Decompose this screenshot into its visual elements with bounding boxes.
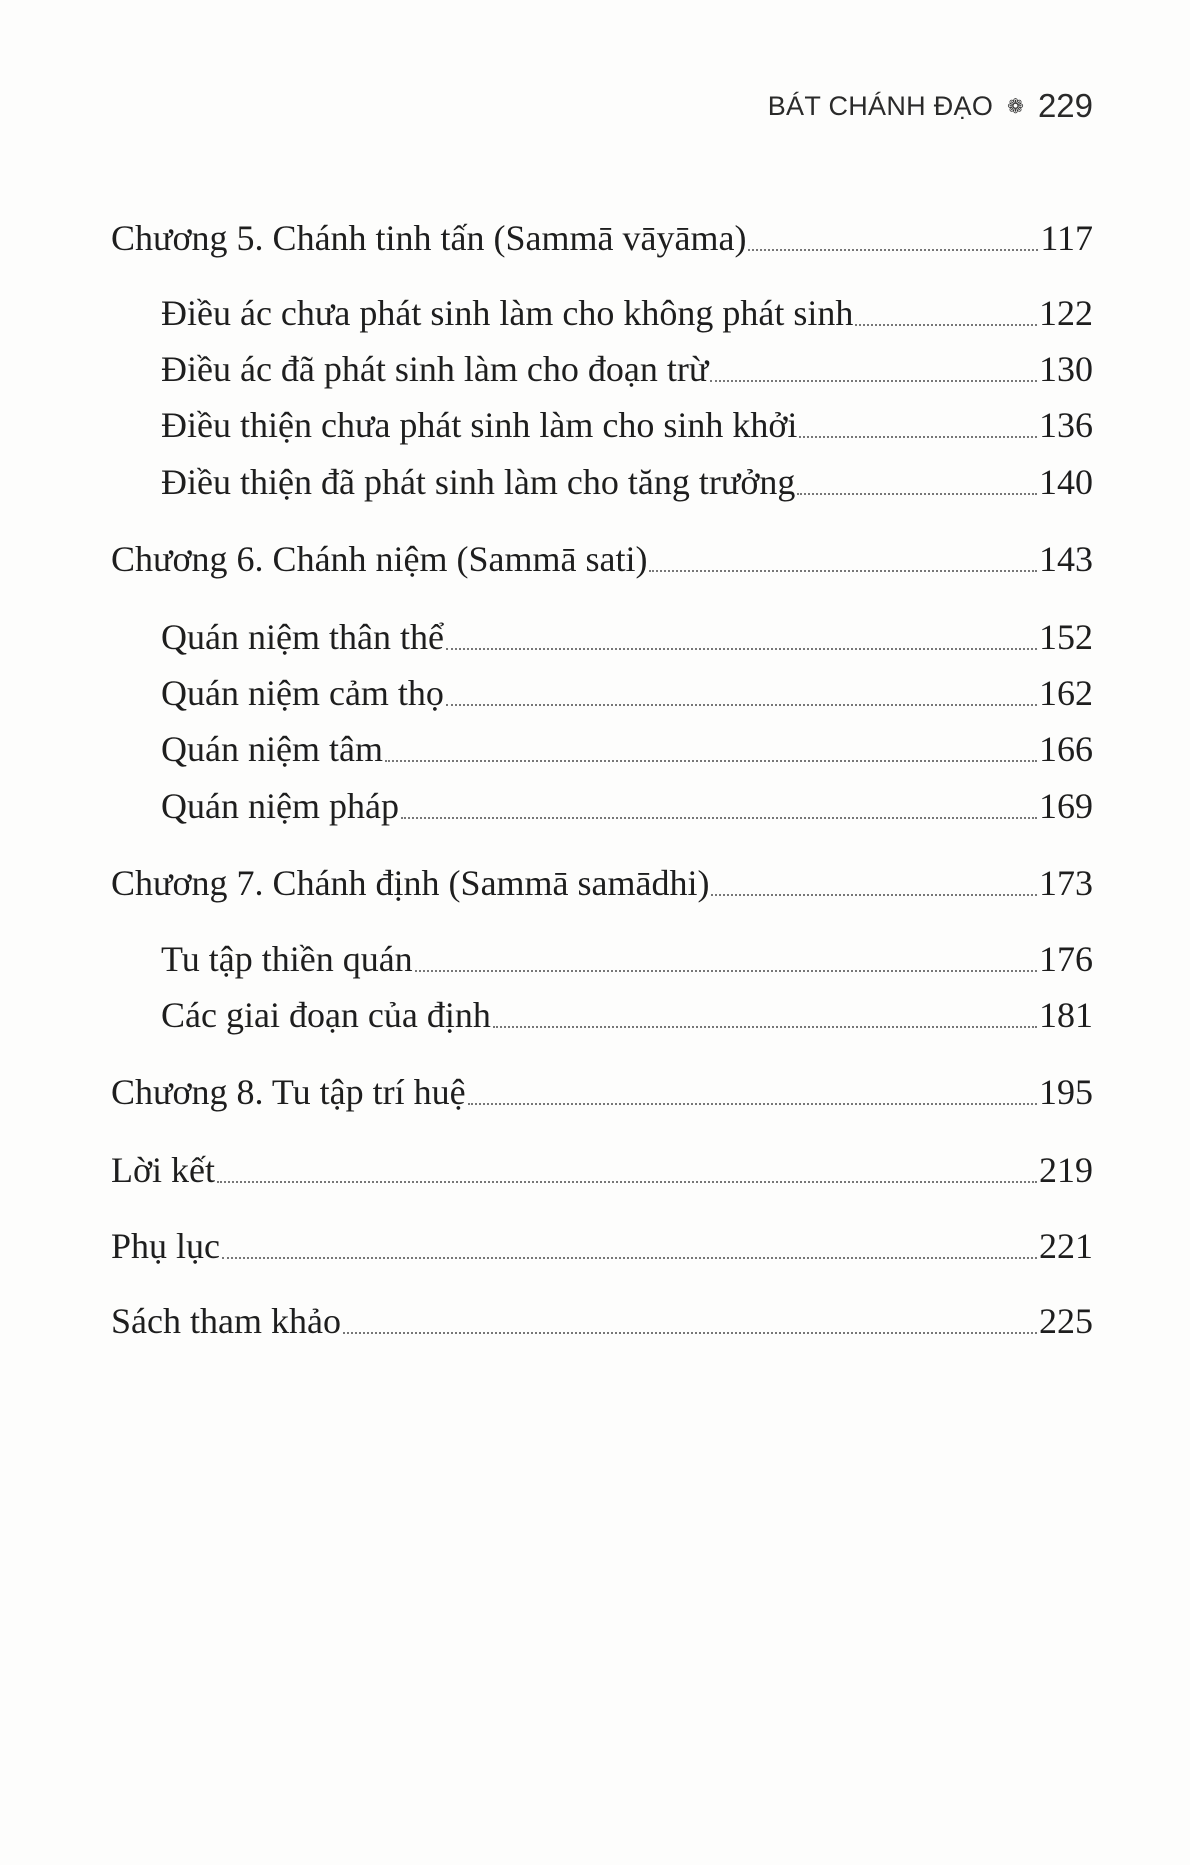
- dot-leader: [446, 648, 1037, 650]
- dot-leader: [493, 1026, 1037, 1028]
- toc-entry-page: 143: [1039, 539, 1093, 579]
- toc-entry[interactable]: [161, 670, 1093, 716]
- toc-entry-title: Quán niệm thân thể: [161, 617, 444, 657]
- dot-leader: [799, 436, 1037, 438]
- toc-entry-page: 221: [1039, 1226, 1093, 1266]
- toc-entry-title: Chương 7. Chánh định (Sammā samādhi): [111, 863, 710, 903]
- toc-entry-title: Lời kết: [111, 1150, 216, 1190]
- running-header: [768, 84, 1093, 128]
- toc-entry-page: 169: [1039, 786, 1093, 826]
- toc-entry-page: 152: [1039, 617, 1093, 657]
- toc-entry-title: Quán niệm tâm: [161, 729, 383, 769]
- toc-entry[interactable]: [161, 459, 1093, 505]
- toc-entry-title: Chương 8. Tu tập trí huệ: [111, 1072, 466, 1112]
- toc-entry-page: 130: [1039, 349, 1093, 389]
- toc-entry-page: 176: [1039, 939, 1093, 979]
- toc-entry[interactable]: [111, 215, 1093, 261]
- toc-entry-title: Quán niệm cảm thọ: [161, 673, 444, 713]
- toc-entry-page: 122: [1039, 293, 1093, 333]
- dot-leader: [855, 324, 1037, 326]
- toc-entry-title: Điều thiện chưa phát sinh làm cho sinh khởi: [161, 405, 798, 445]
- toc-entry-title: Tu tập thiền quán: [161, 939, 413, 979]
- dot-leader: [710, 380, 1037, 382]
- flower-ornament-icon: ❁: [1007, 95, 1024, 118]
- toc-entry-title: Điều ác chưa phát sinh làm cho không phát sinh: [161, 293, 854, 333]
- dot-leader: [649, 570, 1037, 572]
- dot-leader: [415, 970, 1037, 972]
- toc-entry-title: Chương 5. Chánh tinh tấn (Sammā vāyāma): [111, 218, 747, 258]
- toc-entry-title: Sách tham khảo: [111, 1301, 341, 1341]
- book-title: BÁT CHÁNH ĐẠO: [767, 90, 994, 121]
- toc-entry-title: Chương 6. Chánh niệm (Sammā sati): [111, 539, 648, 579]
- toc-entry-page: 166: [1039, 729, 1093, 769]
- toc-entry[interactable]: [161, 783, 1093, 829]
- toc-entry[interactable]: [111, 1298, 1093, 1344]
- toc-entry[interactable]: [111, 1069, 1093, 1115]
- toc-entry-page: 117: [1040, 218, 1093, 258]
- toc-entry[interactable]: [161, 992, 1093, 1038]
- toc-entry-title: Quán niệm pháp: [161, 786, 399, 826]
- toc-entry[interactable]: [161, 936, 1093, 982]
- dot-leader: [222, 1257, 1037, 1259]
- toc-entry[interactable]: [111, 536, 1093, 582]
- toc-entry-title: Các giai đoạn của định: [161, 995, 491, 1035]
- dot-leader: [748, 249, 1038, 251]
- toc-entry-page: 140: [1039, 462, 1093, 502]
- toc-entry[interactable]: [161, 614, 1093, 660]
- dot-leader: [797, 493, 1037, 495]
- toc-entry[interactable]: [161, 346, 1093, 392]
- dot-leader: [343, 1332, 1037, 1334]
- dot-leader: [446, 704, 1037, 706]
- toc-entry[interactable]: [161, 402, 1093, 448]
- toc-entry-title: Phụ lục: [111, 1226, 221, 1266]
- dot-leader: [401, 817, 1037, 819]
- page-number: 229: [1037, 87, 1093, 124]
- toc-entry[interactable]: [111, 860, 1093, 906]
- toc-entry-title: Điều thiện đã phát sinh làm cho tăng trưởng: [161, 462, 796, 502]
- toc-entry-page: 173: [1039, 863, 1093, 903]
- toc-entry[interactable]: [161, 726, 1093, 772]
- toc-entry-page: 225: [1039, 1301, 1093, 1341]
- toc-entry-page: 181: [1039, 995, 1093, 1035]
- toc-entry-page: 219: [1039, 1150, 1093, 1190]
- toc-entry[interactable]: [111, 1147, 1093, 1193]
- dot-leader: [711, 894, 1037, 896]
- dot-leader: [217, 1181, 1037, 1183]
- toc-entry-page: 136: [1039, 405, 1093, 445]
- toc-entry[interactable]: [111, 1223, 1093, 1269]
- dot-leader: [385, 760, 1037, 762]
- toc-entry[interactable]: [161, 290, 1093, 336]
- toc-entry-page: 195: [1039, 1072, 1093, 1112]
- dot-leader: [468, 1103, 1037, 1105]
- toc-entry-page: 162: [1039, 673, 1093, 713]
- toc-entry-title: Điều ác đã phát sinh làm cho đoạn trừ: [161, 349, 709, 389]
